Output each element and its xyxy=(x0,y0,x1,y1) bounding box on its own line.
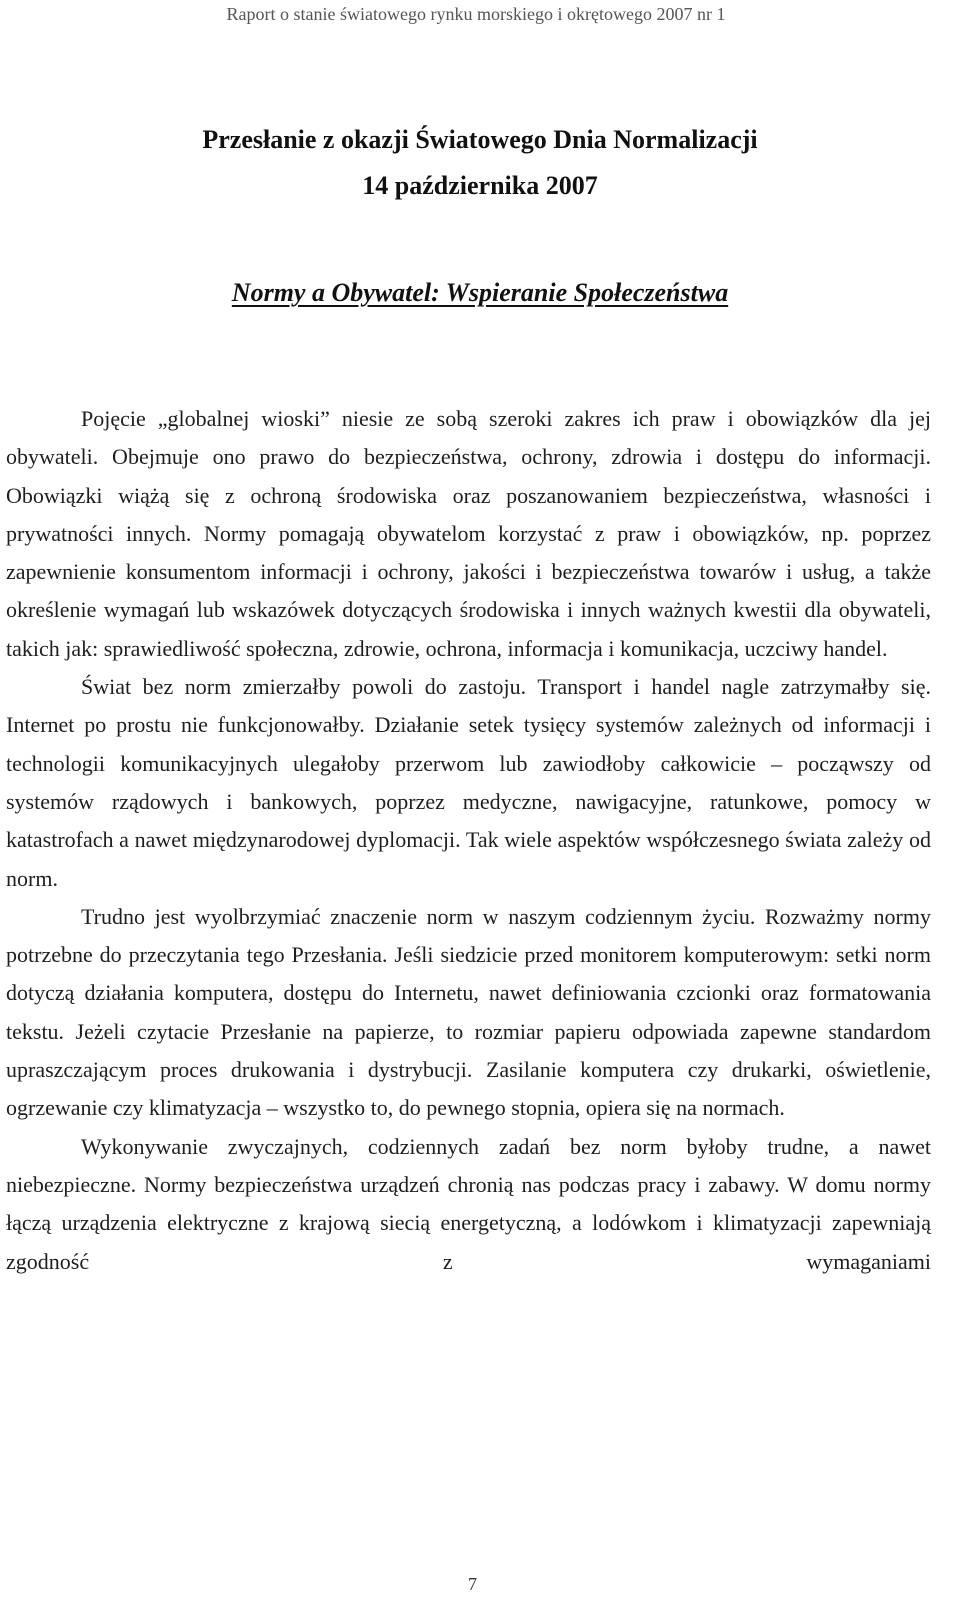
paragraph-1: Pojęcie „globalnej wioski” niesie ze sobą szeroki zakres ich praw i obowiązków dla jej obywateli. Obejmuje ono prawo do bezpieczeństwa, ochrony, zdrowia i dostępu do informacji. Obowiązki wiążą się z ochroną środowiska oraz poszanowaniem bezpieczeństwa, własności i prywatności innych. Normy pomagają obywatelom korzystać z praw i obowiązków, np. poprzez zapewnienie konsumentom informacji i ochrony, jakości i bezpieczeństwa towarów i usług, a także określenie wymagań lub wskazówek dotyczących środowiska i innych ważnych kwestii dla obywateli, takich jak: sprawiedliwość społeczna, zdrowie, ochrona, informacja i komunikacja, uczciwy handel. xyxy=(6,406,931,661)
document-body xyxy=(6,400,931,1281)
document-date: 14 października 2007 xyxy=(362,171,598,200)
document-subtitle: Normy a Obywatel: Wspieranie Społeczeństwa xyxy=(231,278,729,307)
page-number: 7 xyxy=(468,1574,477,1594)
paragraph-2: Świat bez norm zmierzałby powoli do zastoju. Transport i handel nagle zatrzymałby się. Internet po prostu nie funkcjonowałby. Działanie setek tysięcy systemów zależnych od informacji i technologii komunikacyjnych ulegałoby przerwom lub zawiodłoby całkowicie – począwszy od systemów rządowych i bankowych, poprzez medyczne, nawigacyjne, ratunkowe, pomocy w katastrofach a nawet międzynarodowej dyplomacji. Tak wiele aspektów współczesnego świata zależy od norm. xyxy=(6,674,931,891)
document-title: Przesłanie z okazji Światowego Dnia Normalizacji xyxy=(202,125,758,154)
paragraph-3: Trudno jest wyolbrzymiać znaczenie norm w naszym codziennym życiu. Rozważmy normy potrzebne do przeczytania tego Przesłania. Jeśli siedzicie przed monitorem komputerowym: setki norm dotyczą działania komputera, dostępu do Internetu, nawet definiowania czcionki oraz formatowania tekstu. Jeżeli czytacie Przesłanie na papierze, to rozmiar papieru odpowiada zapewne standardom upraszczającym proces drukowania i dystrybucji. Zasilanie komputera czy drukarki, oświetlenie, ogrzewanie czy klimatyzacja – wszystko to, do pewnego stopnia, opiera się na normach. xyxy=(6,903,931,1121)
running-header: Raport o stanie światowego rynku morskiego i okrętowego 2007 nr 1 xyxy=(226,4,726,24)
paragraph-4: Wykonywanie zwyczajnych, codziennych zadań bez norm byłoby trudne, a nawet niebezpieczne. Normy bezpieczeństwa urządzeń chronią nas podczas pracy i zabawy. W domu normy łączą urządzenia elektryczne z krajową siecią energetyczną, a lodówkom i klimatyzacji zapewniają zgodność z wymaganiami xyxy=(6,1133,931,1274)
